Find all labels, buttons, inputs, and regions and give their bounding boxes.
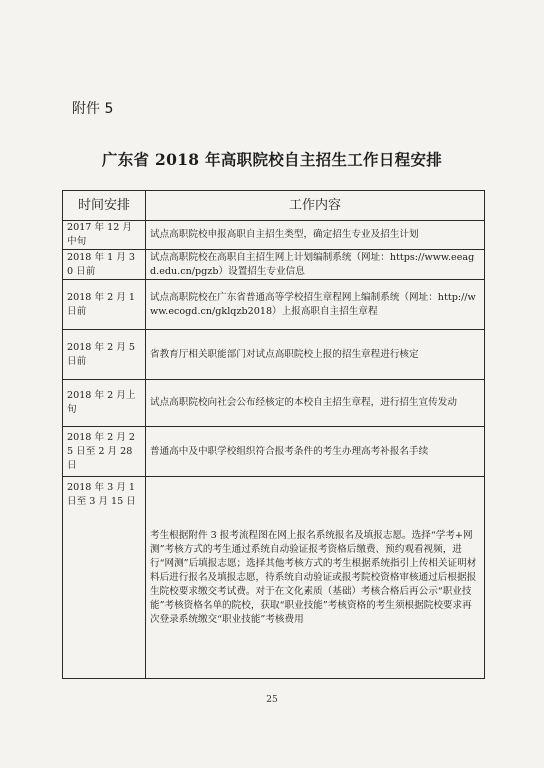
header-content: 工作内容 — [146, 191, 485, 221]
row-time: 2018 年 2 月上旬 — [63, 380, 146, 427]
table-row — [63, 427, 485, 477]
attachment-label: 附件 5 — [72, 101, 114, 117]
schedule-table — [62, 190, 485, 679]
table-row — [63, 380, 485, 427]
table-row — [63, 330, 485, 380]
row-time: 2017 年 12 月中旬 — [63, 221, 146, 250]
document-title: 广东省 2018 年高职院校自主招生工作日程安排 — [101, 150, 443, 169]
table-header-row — [63, 191, 485, 221]
row-time: 2018 年 2 月 5 日前 — [63, 330, 146, 380]
page-number: 25 — [266, 695, 278, 705]
row-content: 试点高职院校向社会公布经核定的本校自主招生章程，进行招生宣传发动 — [146, 380, 485, 427]
table-row — [63, 250, 485, 280]
row-time: 2018 年 3 月 1 日至 3 月 15 日 — [63, 477, 146, 679]
row-time: 2018 年 2 月 1 日前 — [63, 280, 146, 330]
row-content: 普通高中及中职学校组织符合报考条件的考生办理高考补报名手续 — [146, 427, 485, 477]
row-content: 试点高职院校在高职自主招生网上计划编制系统（网址：https://www.eeagd.edu.cn/pgzb）设置招生专业信息 — [146, 250, 485, 280]
row-content: 试点高职院校申报高职自主招生类型，确定招生专业及招生计划 — [146, 221, 485, 250]
row-content: 试点高职院校在广东省普通高等学校招生章程网上编制系统（网址：http://www.ecogd.cn/gklqzb2018）上报高职自主招生章程 — [146, 280, 485, 330]
row-content: 考生根据附件 3 报考流程图在网上报名系统报名及填报志愿。选择“学考+网测”考核方式的考生通过系统自动验证报考资格后缴费、预约观看视频，进行“网测”后填报志愿；选择其他考核方式的考生根据系统指引上传相关证明材料后进行报名及填报志愿，待系统自动验证或报考院校资格审核通过后根据报生院校要求缴交考试费。对于在文化素质（基础）考核合格后再公示“职业技能”考核资格名单的院校，获取“职业技能”考核资格的考生须根据院校要求再次登录系统缴交“职业技能”考核费用 — [146, 477, 485, 679]
row-time: 2018 年 2 月 25 日至 2 月 28 日 — [63, 427, 146, 477]
row-time: 2018 年 1 月 30 日前 — [63, 250, 146, 280]
table-row — [63, 477, 485, 679]
table-row — [63, 280, 485, 330]
row-content: 省教育厅相关职能部门对试点高职院校上报的招生章程进行核定 — [146, 330, 485, 380]
header-time: 时间安排 — [63, 191, 146, 221]
table-row — [63, 221, 485, 250]
